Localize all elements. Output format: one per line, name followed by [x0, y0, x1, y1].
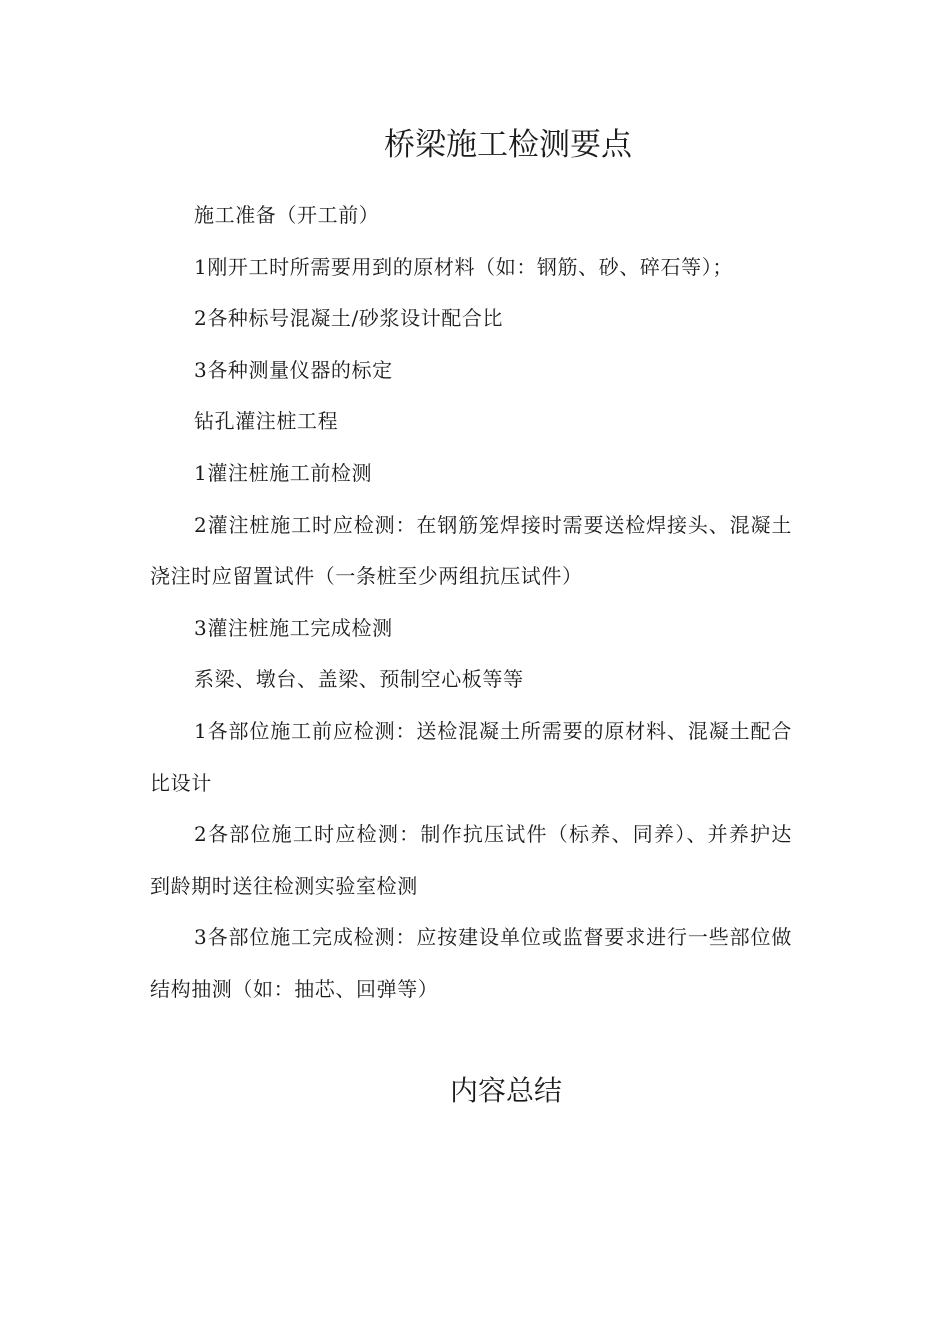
page-title: 桥梁施工检测要点 [384, 127, 632, 163]
paragraph-prep-heading: 施工准备（开工前） [194, 203, 380, 227]
paragraph-pile-1: 1灌注桩施工前检测 [194, 460, 373, 485]
paragraph-pile-heading: 钻孔灌注桩工程 [194, 409, 339, 434]
document-body [150, 190, 792, 1016]
paragraph-prep-1: 1刚开工时所需要用到的原材料（如：钢筋、砂、碎石等）； [194, 254, 733, 279]
paragraph-parts-2: 2各部位施工时应检测：制作抗压试件（标养、同养）、并养护达到龄期时送往检测实验室检测 [150, 822, 792, 898]
paragraph-parts-3: 3各部位施工完成检测：应按建设单位或监督要求进行一些部位做结构抽测（如：抽芯、回弹等） [150, 925, 792, 1001]
paragraph-prep-3: 3各种测量仪器的标定 [194, 357, 393, 382]
paragraph-prep-2: 2各种标号混凝土/砂浆设计配合比 [194, 306, 504, 331]
paragraph-parts-1: 1各部位施工前应检测：送检混凝土所需要的原材料、混凝土配合比设计 [150, 718, 792, 795]
summary-title: 内容总结 [449, 1074, 562, 1107]
paragraph-pile-3: 3灌注桩施工完成检测 [194, 615, 393, 640]
paragraph-pile-2: 2灌注桩施工时应检测：在钢筋笼焊接时需要送检焊接头、混凝土浇注时应留置试件（一条桩至少两组抗压试件） [150, 512, 792, 589]
paragraph-parts-heading: 系梁、墩台、盖梁、预制空心板等等 [194, 667, 524, 692]
